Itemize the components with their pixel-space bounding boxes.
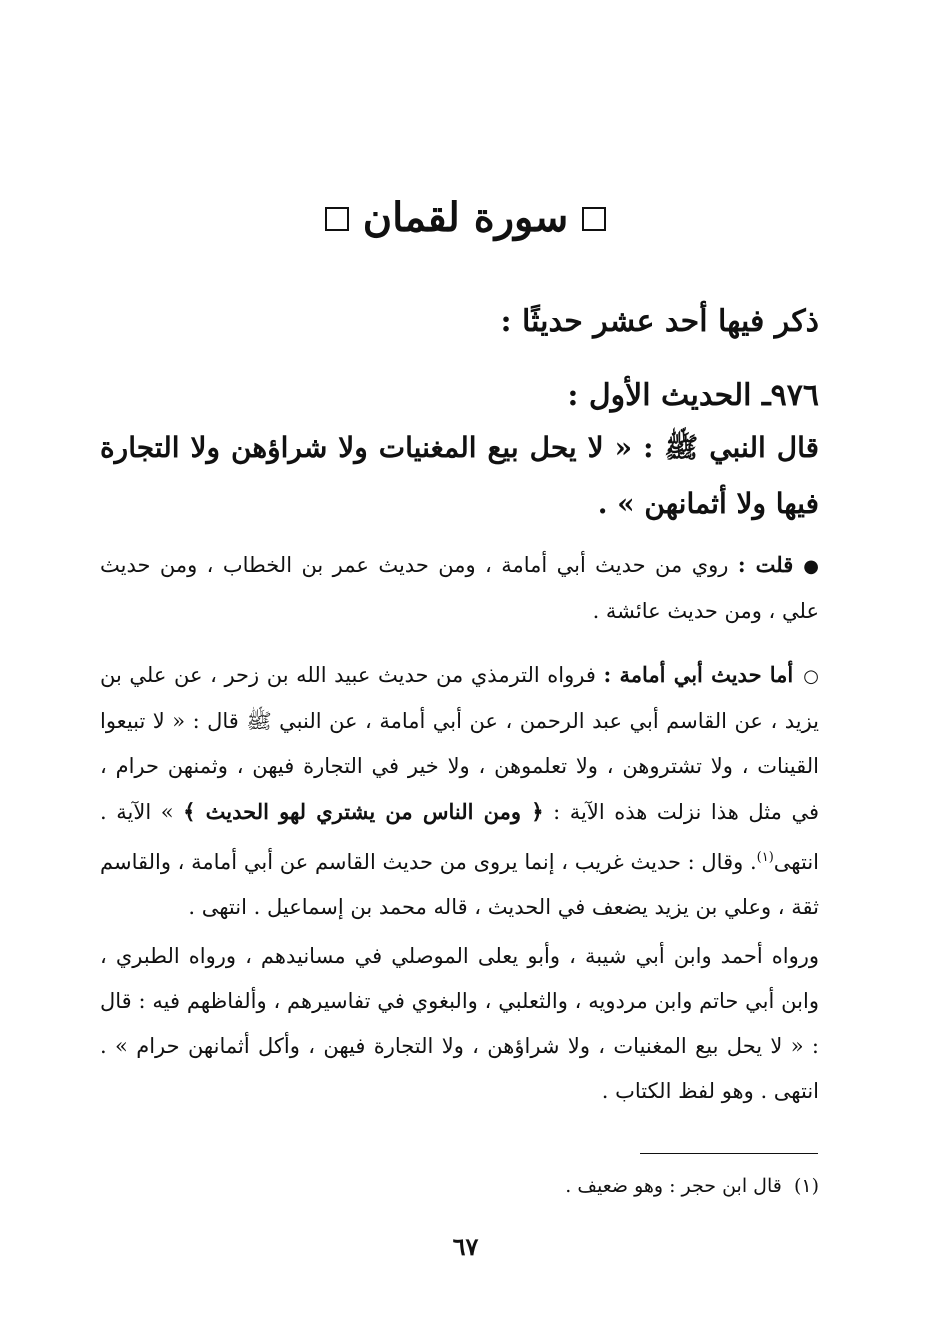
page-number: ٦٧ — [452, 1232, 479, 1261]
intro-heading: ذكر فيها أحد عشر حديثًا : — [500, 304, 819, 339]
abu-umama-paragraph — [100, 652, 819, 930]
quran-ayah: ﴿ ومن الناس من يشتري لهو الحديث ﴾ — [183, 799, 544, 824]
footnote — [300, 1170, 819, 1202]
hadith-number-title: ٩٧٦ـ الحديث الأول : — [567, 378, 819, 413]
surah-title — [0, 190, 931, 246]
footnote-number: (١) — [793, 1175, 819, 1197]
surah-title-text: سورة لقمان — [362, 194, 569, 241]
abu-umama-text-1: فرواه الترمذي من حديث عبيد الله بن زحر ، عن علي بن يزيد ، عن القاسم أبي عبد الرحمن ، عن أبي أمامة ، عن النبي ﷺ قال : « لا تبيعوا القينات ، ولا تشتروهن ، ولا تعلموهن ، ولا خير في التجارة فيهن ، وثمنهن حرام ، في مثل هذا نزلت هذه الآية : — [100, 663, 819, 824]
hadith-text: قال النبي ﷺ : « لا يحل بيع المغنيات ولا شراؤهن ولا التجارة فيها ولا أثمانهن » . — [100, 431, 819, 520]
abu-umama-text-2: » الآية . انتهى — [100, 800, 819, 874]
bullet-icon: ● — [803, 556, 819, 577]
square-box-icon — [325, 207, 349, 231]
qult-label: قلت : — [737, 552, 794, 577]
qult-paragraph — [100, 542, 819, 634]
abu-umama-text-3: . وقال : حديث غريب ، إنما يروى من حديث القاسم عن أبي أمامة ، والقاسم ثقة ، وعلي بن يزيد يضعف في الحديث ، قاله محمد بن إسماعيل . انتهى . — [100, 850, 819, 919]
footnote-text: قال ابن حجر : وهو ضعيف . — [565, 1175, 782, 1197]
footnote-reference[interactable]: (١) — [756, 850, 774, 865]
other-narrations-paragraph: ورواه أحمد وابن أبي شيبة ، وأبو يعلى الموصلي في مسانيدهم ، ورواه الطبري ، وابن أبي حاتم وابن مردويه ، والثعلبي ، والبغوي في تفاسيرهم ، وألفاظهم فيه : قال : « لا يحل بيع المغنيات ، ولا شراؤهن ، ولا التجارة فيهن ، وأكل أثمانهن حرام » . انتهى . وهو لفظ الكتاب . — [100, 944, 819, 1103]
footnote-divider — [640, 1153, 818, 1154]
abu-umama-label: أما حديث أبي أمامة : — [603, 662, 794, 687]
circle-marker-icon: ○ — [803, 666, 819, 687]
qult-text: روي من حديث أبي أمامة ، ومن حديث عمر بن الخطاب ، ومن حديث علي ، ومن حديث عائشة . — [100, 553, 819, 623]
square-box-icon — [582, 207, 606, 231]
